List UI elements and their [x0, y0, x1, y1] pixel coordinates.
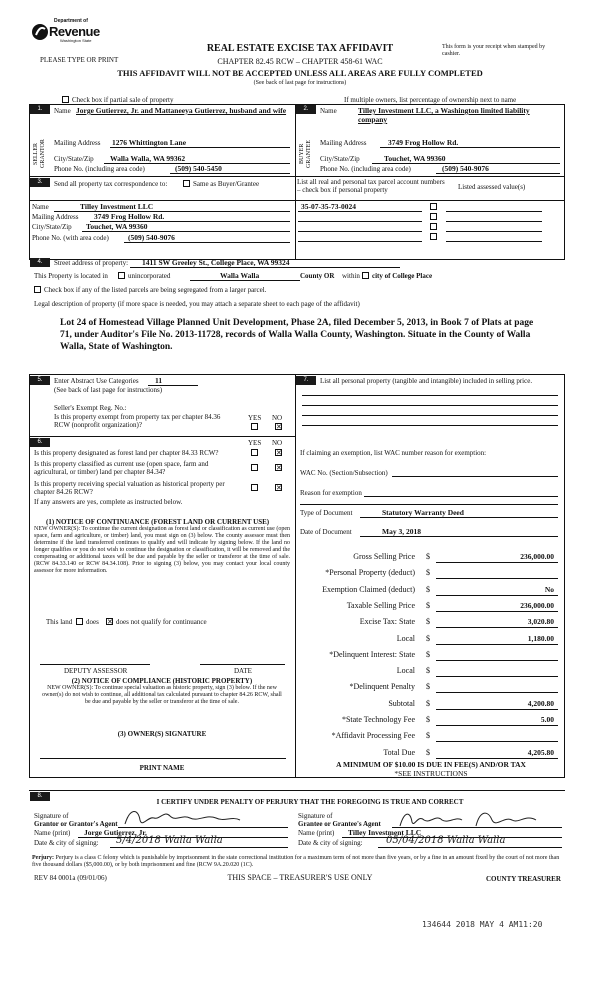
- logo-line3: Washington State: [60, 38, 92, 43]
- exempt-reg-label: Seller's Exempt Reg. No.:: [54, 404, 127, 412]
- grantor-sig-of: Signature of: [34, 812, 69, 820]
- wac-no-label: WAC No. (Section/Subsection): [300, 469, 388, 477]
- tax-line-label: Total Due: [383, 748, 415, 757]
- s6-q-note: If any answers are yes, complete as instructed below.: [34, 498, 183, 506]
- main-divider: [295, 374, 296, 778]
- tax-line-row: [300, 682, 562, 692]
- abstract-value[interactable]: 11: [155, 376, 163, 385]
- buyer-name-label: Name: [320, 107, 337, 115]
- minimum-note: A MINIMUM OF $10.00 IS DUE IN FEE(S) AND/OR TAX: [336, 760, 526, 769]
- parcel-line-2: [298, 221, 422, 222]
- corr-city-label: City/State/Zip: [32, 223, 72, 231]
- unincorporated-checkbox[interactable]: [118, 272, 125, 279]
- grantor-signature: [120, 806, 270, 830]
- tax-line-underline: [436, 692, 558, 693]
- corr-mailing-label: Mailing Address: [32, 213, 79, 221]
- grantee-signature: [396, 806, 556, 830]
- city-of-value: city of College Place: [372, 272, 433, 280]
- grantor-date-label: Date & city of signing:: [34, 839, 99, 847]
- perjury-label: Perjury:: [32, 855, 54, 861]
- see-instructions: *SEE INSTRUCTIONS: [394, 769, 468, 778]
- tax-line-dollar: $: [426, 731, 430, 740]
- s6-no: NO: [272, 439, 283, 447]
- corr-name-label: Name: [32, 203, 49, 211]
- tax-line-underline: [436, 595, 558, 596]
- grantee-name-value[interactable]: Tilley Investment LLC: [348, 828, 422, 837]
- print-name-label: PRINT NAME: [139, 764, 185, 772]
- buyer-phone-value[interactable]: (509) 540-9076: [442, 164, 489, 173]
- parties-divider: [295, 104, 296, 260]
- grantor-agent-label: Grantor or Grantor's Agent: [34, 820, 118, 828]
- county-line: [190, 280, 300, 281]
- doc-date-value[interactable]: May 3, 2018: [382, 527, 421, 536]
- received-stamp: 134644 2018 MAY 4 AM11:20: [422, 920, 543, 929]
- rev-number: REV 84 0001a (09/01/06): [34, 874, 107, 882]
- s5-q1-no-checkbox[interactable]: ✕: [276, 423, 282, 431]
- tax-line-dollar: $: [426, 682, 430, 691]
- street-label: Street address of property:: [54, 259, 129, 267]
- tax-line-label: Local: [396, 634, 415, 643]
- form-warning: THIS AFFIDAVIT WILL NOT BE ACCEPTED UNLESS ALL AREAS ARE FULLY COMPLETED: [117, 68, 483, 78]
- seller-name-label: Name: [54, 107, 71, 115]
- tax-line-underline: [436, 676, 558, 677]
- legal-label: Legal description of property (if more space is needed, you may attach a separate sheet to each page of the affidavit): [34, 300, 360, 308]
- parcel-4-personal-checkbox[interactable]: [430, 233, 437, 240]
- tax-line-label: Taxable Selling Price: [346, 601, 415, 610]
- tax-line-dollar: $: [426, 568, 430, 577]
- grantee-name-label: Name (print): [298, 829, 335, 837]
- section3-top-line: [29, 176, 565, 177]
- section1-badge: 1.: [30, 105, 50, 114]
- s6-yes: YES: [248, 439, 262, 447]
- doc-date-line: [360, 536, 558, 537]
- deputy-date-label: DATE: [234, 667, 252, 675]
- corr-city-value[interactable]: Touchet, WA 99360: [86, 222, 148, 231]
- pp-line-3: [302, 415, 558, 416]
- tax-line-row: [300, 552, 562, 562]
- logo-line1: Department of: [54, 18, 88, 24]
- within-label: within: [342, 272, 360, 280]
- buyer-side-label: BUYER GRANTEE: [299, 140, 312, 168]
- land-does-not-checkbox[interactable]: ✕: [107, 618, 113, 626]
- tax-line-label: *State Technology Fee: [341, 715, 415, 724]
- seller-mailing-value[interactable]: 1276 Whittington Lane: [112, 138, 187, 147]
- tax-line-dollar: $: [426, 585, 430, 594]
- corr-name-line: [54, 211, 290, 212]
- tax-line-underline: [436, 562, 558, 563]
- notice1-text: NEW OWNER(S): To continue the current designation as forest land or classification as current use (open space, farm and agriculture, or timber) land, you must sign on (3) below. The county assessor must then determine if the land transferred continues to qualify and will indicate by signing below. If the land no longer qualifies or you do not wish to continue the designation or classification, it will be removed and the compensating or additional taxes will be due and payable by the seller or transferor at the time of sale. (RCW 84.33.140 or RCW 84.34.108). Prior to signing (3) below, you may contact your local county assessor for more information.: [34, 526, 290, 574]
- section6-badge: 6.: [30, 438, 50, 447]
- tax-line-label: Gross Selling Price: [353, 552, 415, 561]
- buyer-mailing-value[interactable]: 3749 Frog Hollow Rd.: [388, 138, 459, 147]
- tax-line-value[interactable]: 236,000.00: [520, 601, 554, 610]
- land-does-checkbox[interactable]: [76, 618, 83, 625]
- tax-line-dollar: $: [426, 715, 430, 724]
- owner-sig-label: (3) OWNER(S) SIGNATURE: [117, 730, 207, 738]
- unincorporated-label: unincorporated: [128, 272, 171, 280]
- seller-city-value[interactable]: Walla Walla, WA 99362: [110, 154, 186, 163]
- segregate-checkbox[interactable]: [34, 286, 41, 293]
- section8-badge: 8.: [30, 792, 50, 801]
- abstract-label: Enter Abstract Use Categories: [54, 377, 139, 385]
- section4-badge: 4.: [30, 258, 50, 267]
- tax-line-value[interactable]: 4,205.80: [527, 748, 554, 757]
- tax-line-underline: [436, 644, 558, 645]
- same-as-buyer-checkbox[interactable]: [183, 180, 190, 187]
- pp-line-4: [302, 425, 558, 426]
- corr-mailing-value[interactable]: 3749 Frog Hollow Rd.: [94, 212, 165, 221]
- wac-no-line: [392, 476, 558, 477]
- grantee-date-line: [378, 847, 562, 848]
- print-note: PLEASE TYPE OR PRINT: [40, 56, 119, 64]
- certify-statement: I CERTIFY UNDER PENALTY OF PERJURY THAT THE FOREGOING IS TRUE AND CORRECT: [156, 798, 464, 806]
- s6-q3-no-checkbox[interactable]: ✕: [276, 484, 282, 492]
- tax-line-row: [300, 601, 562, 611]
- dor-logo: [30, 17, 100, 47]
- section3-sub-line: [29, 200, 565, 201]
- buyer-phone-line: [436, 173, 560, 174]
- land-does-not-label: does not qualify for continuance: [116, 618, 207, 626]
- tax-line-dollar: $: [426, 650, 430, 659]
- pp-line-1: [302, 395, 558, 396]
- receipt-note: This form is your receipt when stamped by cashier.: [442, 44, 546, 57]
- grantee-date-handwritten[interactable]: 05/04/2018 Walla Walla: [386, 835, 506, 846]
- tax-line-label: *Personal Property (deduct): [325, 568, 415, 577]
- segregate-label: Check box if any of the listed parcels are being segregated from a larger parcel.: [44, 286, 267, 294]
- parcel-line-3: [298, 231, 422, 232]
- s6-q2-no-checkbox[interactable]: ✕: [276, 464, 282, 472]
- doc-type-value[interactable]: Statutory Warranty Deed: [382, 508, 464, 517]
- pp-line-2: [302, 405, 558, 406]
- section3-badge: 3.: [30, 178, 50, 187]
- grantor-name-value[interactable]: Jorge Gutierrez, Jr.: [84, 828, 147, 837]
- tax-line-label: Exemption Claimed (deduct): [322, 585, 415, 594]
- tax-line-dollar: $: [426, 699, 430, 708]
- tax-line-value[interactable]: 5.00: [540, 715, 554, 724]
- s5-q1: Is this property exempt from property tax per chapter 84.36 RCW (nonprofit organization)?: [54, 413, 221, 429]
- grantor-name-label: Name (print): [34, 829, 71, 837]
- seller-side-label: SELLER GRANTOR: [33, 139, 46, 169]
- parcel-2-personal-checkbox[interactable]: [430, 213, 437, 220]
- reason-label: Reason for exemption: [300, 489, 362, 497]
- seller-mailing-label: Mailing Address: [54, 139, 101, 147]
- tax-line-label: *Affidavit Processing Fee: [331, 731, 415, 740]
- s5-q1-yes-checkbox[interactable]: [251, 423, 258, 430]
- street-line: [130, 267, 400, 268]
- tax-line-label: *Delinquent Penalty: [349, 682, 415, 691]
- reason-line-2: [300, 504, 558, 505]
- form-chapters: CHAPTER 82.45 RCW – CHAPTER 458-61 WAC: [217, 57, 383, 66]
- tax-line-dollar: $: [426, 601, 430, 610]
- parcel-number-1[interactable]: 35-07-35-73-0024: [301, 202, 356, 211]
- tax-line-underline: [436, 741, 558, 742]
- tax-line-label: Subtotal: [388, 699, 415, 708]
- deputy-line: [40, 664, 150, 665]
- buyer-city-label: City/State/Zip: [320, 155, 360, 163]
- tax-line-value[interactable]: 236,000.00: [520, 552, 554, 561]
- land-does-label: does: [86, 618, 99, 626]
- seller-name-value[interactable]: Jorge Gutierrez, Jr. and Mattaneeya Gutierrez, husband and wife: [76, 106, 287, 115]
- tax-line-row: [300, 748, 562, 758]
- grantee-date-label: Date & city of signing:: [298, 839, 363, 847]
- assessed-header: Listed assessed value(s): [458, 183, 526, 191]
- tax-line-underline: [436, 709, 558, 710]
- tax-line-row: [300, 650, 562, 660]
- buyer-city-value[interactable]: Touchet, WA 99360: [384, 154, 446, 163]
- tax-line-dollar: $: [426, 634, 430, 643]
- tax-line-row: [300, 666, 562, 676]
- s6-q3-yes-checkbox[interactable]: [251, 484, 258, 491]
- county-or-label: County OR: [300, 272, 335, 280]
- seller-mailing-line: [110, 147, 290, 148]
- grantee-agent-label: Grantee or Grantee's Agent: [298, 820, 381, 828]
- s5-no: NO: [272, 414, 283, 422]
- seller-phone-line: [170, 173, 290, 174]
- tax-line-underline: [436, 725, 558, 726]
- s5-yes: YES: [248, 414, 262, 422]
- abstract-see-back: (See back of last page for instructions): [54, 386, 163, 394]
- owner-sig-line: [40, 758, 286, 759]
- section7-badge: 7.: [296, 376, 316, 385]
- doc-type-label: Type of Document: [300, 509, 353, 517]
- tax-line-value[interactable]: 4,200.80: [527, 699, 554, 708]
- notice2-text: NEW OWNER(S): To continue special valuation as historic property, sign (3) below. If the new owner(s) do not wish to continue, all additional tax calculated pursuant to chapter 84.26 RCW, shall be due and payable by the seller or transferor at the time of sale.: [42, 685, 282, 705]
- personal-property-label: List all personal property (tangible and intangible) included in selling price.: [320, 377, 533, 385]
- s6-q2: Is this property classified as current use (open space, farm and agricultural, or timber) land per chapter 84.34?: [34, 460, 209, 476]
- tax-line-row: [300, 715, 562, 725]
- partial-sale-checkbox[interactable]: [62, 96, 69, 103]
- tax-line-row: [300, 585, 562, 595]
- wac-claim-label: If claiming an exemption, list WAC number reason for exemption:: [300, 449, 487, 457]
- tax-line-row: [300, 731, 562, 741]
- notice1-title: (1) NOTICE OF CONTINUANCE (FOREST LAND OR CURRENT USE): [46, 518, 270, 526]
- assessed-line-4: [446, 241, 542, 242]
- corr-city-line: [82, 231, 290, 232]
- parcel-3-personal-checkbox[interactable]: [430, 223, 437, 230]
- assessed-line-2: [446, 221, 542, 222]
- doc-date-label: Date of Document: [300, 528, 352, 536]
- within-city-checkbox[interactable]: [362, 272, 369, 279]
- tax-line-underline: [436, 758, 558, 759]
- parcel-line-4: [298, 241, 422, 242]
- section6-top-line: [29, 436, 295, 437]
- s6-q2-yes-checkbox[interactable]: [251, 464, 258, 471]
- buyer-mailing-label: Mailing Address: [320, 139, 367, 147]
- tax-line-underline: [436, 627, 558, 628]
- assessed-line-3: [446, 231, 542, 232]
- located-label: This Property is located in: [34, 272, 108, 280]
- form-title: REAL ESTATE EXCISE TAX AFFIDAVIT: [206, 43, 394, 54]
- land-label: This land: [46, 618, 73, 626]
- tax-line-value[interactable]: 1,180.00: [527, 634, 554, 643]
- tax-line-row: [300, 634, 562, 644]
- same-as-buyer-label: Same as Buyer/Grantee: [193, 180, 260, 188]
- grantor-date-handwritten[interactable]: 5/4/2018 Walla Walla: [116, 835, 223, 846]
- corr-phone-label: Phone No. (with area code): [32, 234, 109, 242]
- tax-line-label: Excise Tax: State: [359, 617, 415, 626]
- street-value[interactable]: 1411 SW Greeley St., College Place, WA 99324: [142, 258, 290, 267]
- s6-q1-yes-checkbox[interactable]: [251, 449, 258, 456]
- tax-line-dollar: $: [426, 552, 430, 561]
- tax-line-underline: [436, 660, 558, 661]
- seller-phone-value[interactable]: (509) 540-5450: [175, 164, 222, 173]
- grantee-sig-of: Signature of: [298, 812, 333, 820]
- reason-line: [364, 496, 558, 497]
- partial-sale-label: Check box if partial sale of property: [72, 96, 174, 104]
- notice2-title: (2) NOTICE OF COMPLIANCE (HISTORIC PROPERTY): [71, 677, 253, 685]
- tax-line-row: [300, 699, 562, 709]
- tax-line-label: *Delinquent Interest: State: [329, 650, 415, 659]
- county-treasurer: COUNTY TREASURER: [486, 875, 561, 883]
- tax-line-value[interactable]: No: [544, 585, 554, 594]
- tax-line-row: [300, 568, 562, 578]
- s6-q1-no-checkbox[interactable]: ✕: [276, 449, 282, 457]
- corr-name-value[interactable]: Tilley Investment LLC: [80, 202, 154, 211]
- treasurer-space: THIS SPACE – TREASURER'S USE ONLY: [227, 873, 373, 882]
- s6-q1: Is this property designated as forest land per chapter 84.33 RCW?: [34, 449, 219, 457]
- tax-line-row: [300, 617, 562, 627]
- tax-line-value[interactable]: 3,020.80: [527, 617, 554, 626]
- seller-city-label: City/State/Zip: [54, 155, 94, 163]
- s6-q3: Is this property receiving special valuation as historical property per chapter 84.26 RCW?: [34, 480, 225, 496]
- perjury-statement: [32, 855, 568, 869]
- deputy-date-line: [200, 664, 285, 665]
- section5-badge: 5.: [30, 376, 50, 385]
- buyer-phone-label: Phone No. (including area code): [320, 165, 411, 173]
- deputy-label: DEPUTY ASSESSOR: [64, 667, 128, 675]
- assessed-line-1: [446, 211, 542, 212]
- grantor-date-line: [110, 847, 288, 848]
- buyer-mailing-line: [380, 147, 560, 148]
- tax-line-underline: [436, 578, 558, 579]
- multi-owner-label: If multiple owners, list percentage of ownership next to name: [344, 96, 517, 104]
- doc-type-line: [360, 517, 558, 518]
- form-instructions: (See back of last page for instructions): [253, 80, 347, 86]
- section2-badge: 2.: [296, 105, 316, 114]
- parcel-header: List all real and personal tax parcel account numbers – check box if personal property: [297, 178, 445, 194]
- seller-phone-label: Phone No. (including area code): [54, 165, 145, 173]
- parcel-1-personal-checkbox[interactable]: [430, 203, 437, 210]
- tax-line-dollar: $: [426, 748, 430, 757]
- corr-phone-value[interactable]: (509) 540-9076: [128, 233, 175, 242]
- parcel-line-1: [298, 211, 422, 212]
- tax-line-dollar: $: [426, 666, 430, 675]
- county-value[interactable]: Walla Walla: [220, 271, 260, 280]
- tax-line-label: Local: [396, 666, 415, 675]
- tax-line-underline: [436, 611, 558, 612]
- logo-word: Revenue: [49, 24, 100, 39]
- perjury-text: Perjury is a class C felony which is punishable by imprisonment in the state correctional institution for a maximum term of not more than five years, or by a fine in an amount fixed by the court of not more than five thousand dollars ($5,000.00), or by both imprisonment and fine (RCW 9A.20.020 (1C).: [32, 855, 560, 868]
- legal-description[interactable]: Lot 24 of Homestead Village Planned Unit Development, Phase 2A, filed December 5, 2013, in Book 7 of Plats at page 71, under Auditor's File No. 2013-11728, records of Walla Walla County, Washington. Situate in the County of Walla Walla, State of Washington.: [60, 318, 534, 352]
- tax-line-dollar: $: [426, 617, 430, 626]
- buyer-name-value[interactable]: Tilley Investment LLC, a Washington limited liability company: [358, 106, 530, 124]
- send-tax-label: Send all property tax correspondence to:: [54, 180, 168, 188]
- corr-phone-line: [124, 242, 290, 243]
